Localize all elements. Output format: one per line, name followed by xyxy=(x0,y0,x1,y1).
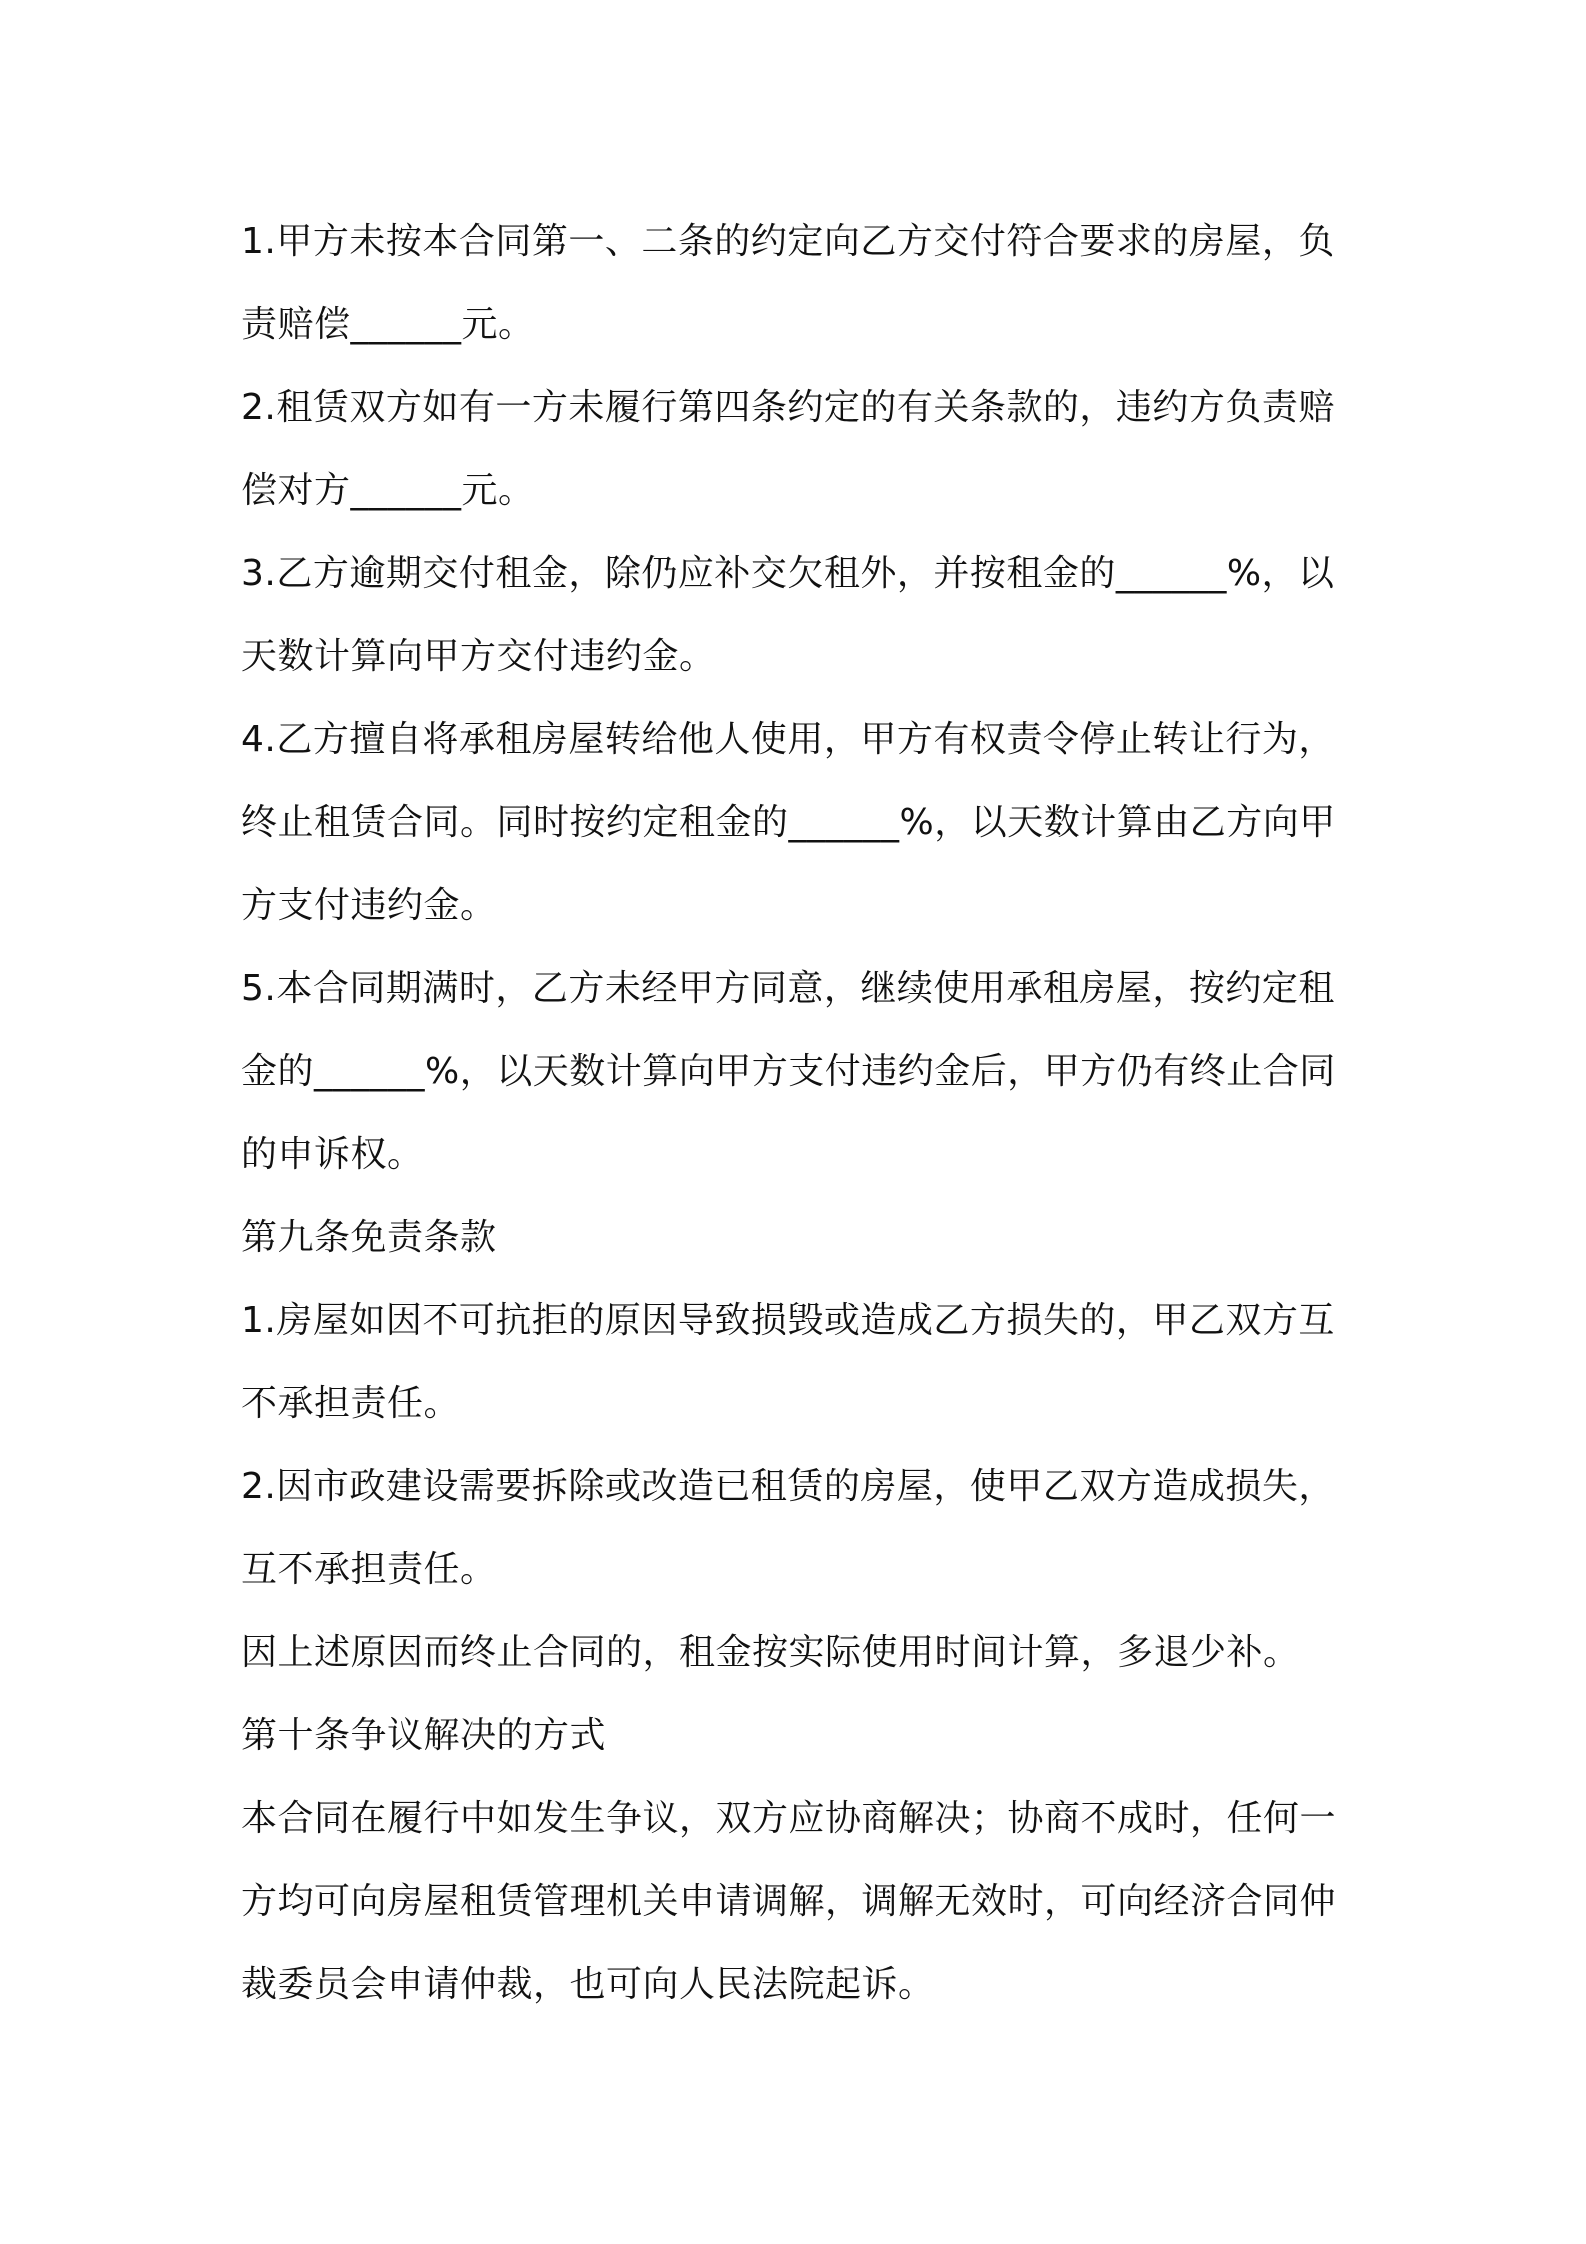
clause-paragraph-1: 1.甲方未按本合同第一、二条的约定向乙方交付符合要求的房屋，负责赔偿______元。 xyxy=(241,221,1335,345)
exemption-paragraph-1: 1.房屋如因不可抗拒的原因导致损毁或造成乙方损失的，甲乙双方互不承担责任。 xyxy=(241,1300,1335,1424)
termination-note: 因上述原因而终止合同的，租金按实际使用时间计算，多退少补。 xyxy=(241,1632,1300,1673)
document-body xyxy=(241,200,1361,2026)
clause-paragraph-4: 4.乙方擅自将承租房屋转给他人使用，甲方有权责令停止转让行为，终止租赁合同。同时按约定租金的______%，以天数计算由乙方向甲方支付违约金。 xyxy=(241,719,1336,926)
dispute-resolution-paragraph: 本合同在履行中如发生争议，双方应协商解决；协商不成时，任何一方均可向房屋租赁管理机关申请调解，调解无效时，可向经济合同仲裁委员会申请仲裁，也可向人民法院起诉。 xyxy=(241,1798,1337,2005)
exemption-paragraph-2: 2.因市政建设需要拆除或改造已租赁的房屋，使甲乙双方造成损失，互不承担责任。 xyxy=(241,1466,1335,1590)
section-heading-article-9: 第九条免责条款 xyxy=(241,1217,497,1258)
clause-paragraph-2: 2.租赁双方如有一方未履行第四条约定的有关条款的，违约方负责赔偿对方______元。 xyxy=(241,387,1335,511)
clause-paragraph-5: 5.本合同期满时，乙方未经甲方同意，继续使用承租房屋，按约定租金的______%，以天数计算向甲方支付违约金后，甲方仍有终止合同的申诉权。 xyxy=(241,968,1336,1175)
clause-paragraph-3: 3.乙方逾期交付租金，除仍应补交欠租外，并按租金的______%，以天数计算向甲方交付违约金。 xyxy=(241,553,1335,677)
section-heading-article-10: 第十条争议解决的方式 xyxy=(241,1715,607,1756)
